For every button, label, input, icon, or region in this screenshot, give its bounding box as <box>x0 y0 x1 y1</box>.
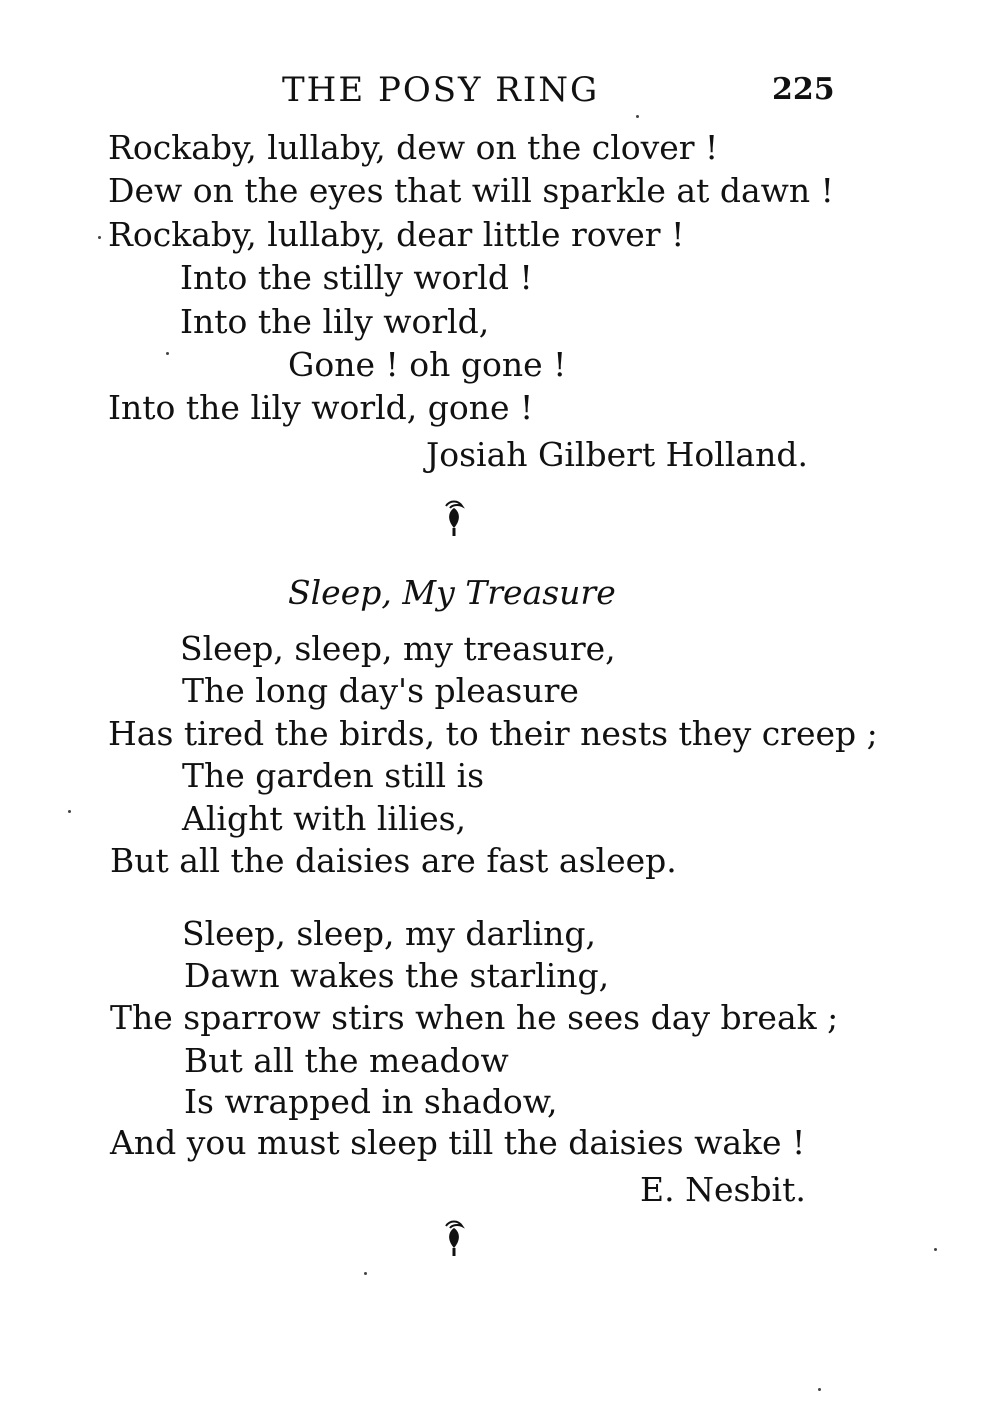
poem-line: But all the daisies are fast asleep. <box>110 841 677 880</box>
page-number: 225 <box>772 72 835 107</box>
poem-line: The garden still is <box>182 756 485 795</box>
scan-speck <box>166 352 169 355</box>
poem-line: Rockaby, lullaby, dew on the clover ! <box>108 128 719 167</box>
poem-line: Into the stilly world ! <box>180 258 533 297</box>
leaf-ornament-icon <box>440 498 468 538</box>
scan-speck <box>98 236 101 239</box>
poem-line: Into the lily world, gone ! <box>108 388 534 427</box>
poem-line: Dawn wakes the starling, <box>184 956 610 995</box>
poem-line: Sleep, sleep, my treasure, <box>180 629 616 668</box>
leaf-ornament-icon <box>440 1218 468 1258</box>
poem-line: The long day's pleasure <box>182 671 579 710</box>
poem-line: But all the meadow <box>184 1041 509 1080</box>
poem-line: Dew on the eyes that will sparkle at dawn ! <box>108 171 834 210</box>
scan-speck <box>818 1388 821 1391</box>
poem-line: Is wrapped in shadow, <box>184 1082 558 1121</box>
poem-line: And you must sleep till the daisies wake ! <box>110 1123 806 1162</box>
poem-line: Into the lily world, <box>180 302 490 341</box>
running-title: THE POSY RING <box>282 70 600 110</box>
poem-line: Alight with lilies, <box>182 799 467 838</box>
poem-line: Sleep, sleep, my darling, <box>182 914 596 953</box>
author-attribution: E. Nesbit. <box>640 1170 806 1209</box>
scan-speck <box>68 810 71 813</box>
scan-speck <box>636 115 639 118</box>
author-attribution: Josiah Gilbert Holland. <box>426 435 808 474</box>
poem-line: Gone ! oh gone ! <box>288 345 567 384</box>
poem-line: Has tired the birds, to their nests they creep ; <box>108 714 878 753</box>
poem-line: The sparrow stirs when he sees day break ; <box>110 998 839 1037</box>
scan-speck <box>934 1248 937 1251</box>
poem-line: Rockaby, lullaby, dear little rover ! <box>108 215 685 254</box>
poem-title: Sleep, My Treasure <box>288 573 616 612</box>
scan-speck <box>364 1272 367 1275</box>
